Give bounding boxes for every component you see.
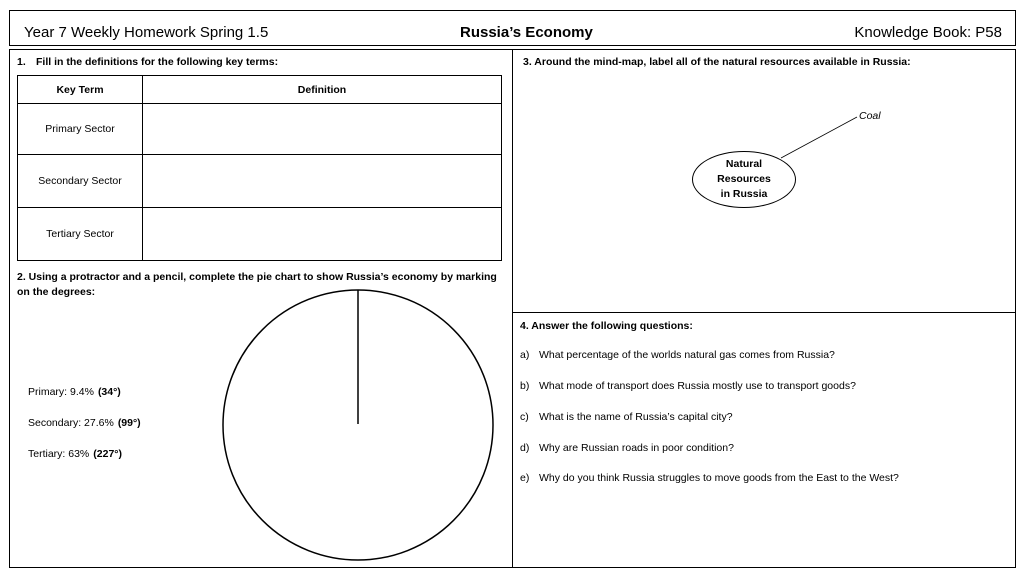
pie-label-tertiary-text: Tertiary: 63% bbox=[28, 448, 90, 460]
question-d bbox=[520, 442, 734, 454]
mind-map-branch-coal bbox=[781, 117, 857, 158]
header-course: Year 7 Weekly Homework Spring 1.5 bbox=[24, 24, 269, 41]
question-b-text: What mode of transport does Russia mostly use to transport goods? bbox=[539, 380, 856, 392]
section2-title: 2. Using a protractor and a pencil, complete the pie chart to show Russia’s economy by marking on the degrees: bbox=[17, 271, 497, 298]
question-b bbox=[520, 380, 856, 392]
pie-label-primary-degrees: (34°) bbox=[97, 386, 121, 398]
question-a bbox=[520, 349, 835, 361]
section1-number: 1. bbox=[17, 56, 26, 68]
question-e-text: Why do you think Russia struggles to move goods from the East to the West? bbox=[539, 472, 899, 484]
question-c bbox=[520, 411, 733, 423]
mind-map-center-label: Natural Resources in Russia bbox=[717, 158, 771, 200]
question-b-letter: b) bbox=[520, 380, 530, 392]
term-primary: Primary Sector bbox=[18, 104, 143, 155]
question-c-letter: c) bbox=[520, 411, 529, 423]
section1-title-text: Fill in the definitions for the following key terms: bbox=[36, 56, 279, 68]
question-d-text: Why are Russian roads in poor condition? bbox=[539, 442, 734, 454]
question-e-letter: e) bbox=[520, 472, 530, 484]
pie-label-primary-text: Primary: 9.4% bbox=[28, 386, 94, 398]
term-tertiary: Tertiary Sector bbox=[18, 208, 143, 261]
pie-label-secondary-degrees: (99°) bbox=[117, 417, 141, 429]
question-c-text: What is the name of Russia’s capital city? bbox=[539, 411, 733, 423]
col-header-definition: Definition bbox=[143, 76, 502, 104]
question-a-text: What percentage of the worlds natural gas comes from Russia? bbox=[539, 349, 835, 361]
term-secondary: Secondary Sector bbox=[18, 155, 143, 208]
question-d-letter: d) bbox=[520, 442, 530, 454]
header-reference: Knowledge Book: P58 bbox=[854, 24, 1002, 41]
question-a-letter: a) bbox=[520, 349, 530, 361]
page-title: Russia’s Economy bbox=[460, 24, 593, 41]
question-e bbox=[520, 472, 899, 484]
mind-map-label-coal: Coal bbox=[859, 110, 881, 122]
section4-title: 4. Answer the following questions: bbox=[520, 320, 693, 332]
pie-label-secondary-text: Secondary: 27.6% bbox=[28, 417, 114, 429]
mind-map-center-node[interactable] bbox=[692, 151, 796, 208]
section3-title: 3. Around the mind-map, label all of the natural resources available in Russia: bbox=[523, 56, 911, 68]
col-header-key-term: Key Term bbox=[18, 76, 143, 104]
pie-label-tertiary-degrees: (227°) bbox=[93, 448, 122, 460]
